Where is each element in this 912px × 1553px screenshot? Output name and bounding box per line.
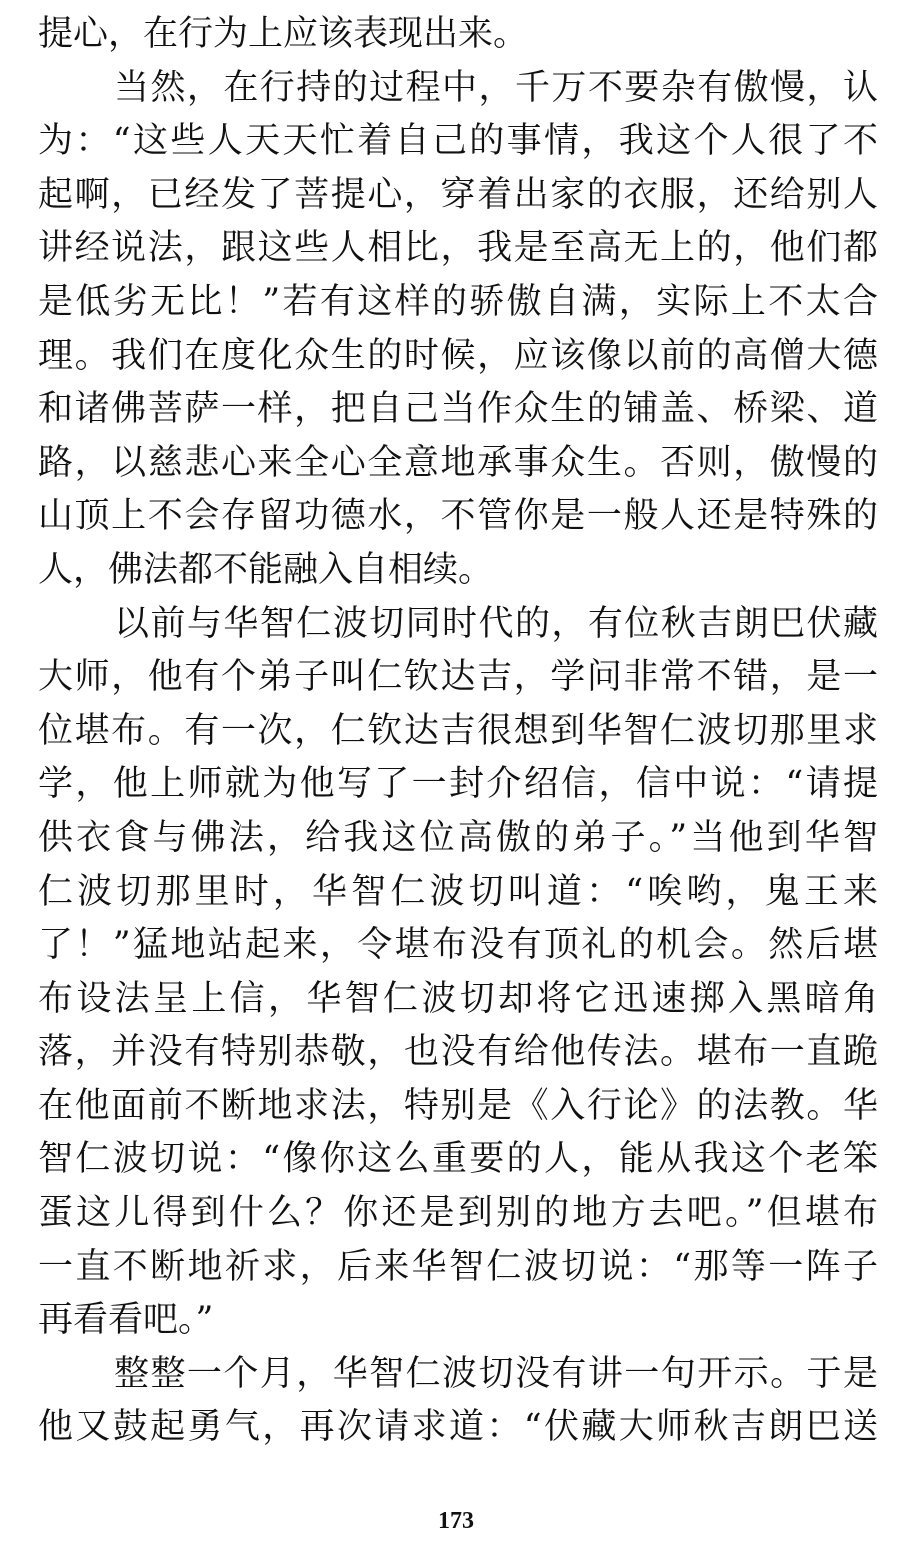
text-line: 他又鼓起勇气，再次请求道：“伏藏大师秋吉朗巴送 <box>38 1407 878 1448</box>
text-line: 仁波切那里时，华智仁波切叫道：“唉哟，鬼王来 <box>38 871 878 912</box>
text-line: 以前与华智仁波切同时代的，有位秋吉朗巴伏藏 <box>114 603 878 644</box>
paragraph <box>38 62 878 598</box>
text-line: 在他面前不断地求法，特别是《入行论》的法教。华 <box>38 1085 878 1126</box>
text-line: 大师，他有个弟子叫仁钦达吉，学问非常不错，是一 <box>38 657 878 698</box>
paragraph <box>38 8 878 62</box>
text-line: 学，他上师就为他写了一封介绍信，信中说：“请提 <box>38 764 878 805</box>
text-line: 一直不断地祈求，后来华智仁波切说：“那等一阵子 <box>38 1246 878 1287</box>
text-line: 当然，在行持的过程中，千万不要杂有傲慢，认 <box>114 67 878 108</box>
text-line: 了！”猛地站起来，令堪布没有顶礼的机会。然后堪 <box>38 925 878 966</box>
paragraph <box>38 1348 878 1455</box>
text-line: 布设法呈上信，华智仁波切却将它迅速掷入黑暗角 <box>38 978 878 1019</box>
text-line: 位堪布。有一次，仁钦达吉很想到华智仁波切那里求 <box>38 710 878 751</box>
text-line: 路，以慈悲心来全心全意地承事众生。否则，傲慢的 <box>38 442 878 483</box>
text-line: 和诸佛菩萨一样，把自己当作众生的铺盖、桥梁、道 <box>38 389 878 430</box>
text-line: 为：“这些人天天忙着自己的事情，我这个人很了不 <box>38 121 878 162</box>
text-line: 人，佛法都不能融入自相续。 <box>38 549 494 590</box>
text-line: 起啊，已经发了菩提心，穿着出家的衣服，还给别人 <box>38 174 878 215</box>
text-line: 落，并没有特别恭敬，也没有给他传法。堪布一直跪 <box>38 1032 878 1073</box>
text-line: 理。我们在度化众生的时候，应该像以前的高僧大德 <box>38 335 878 376</box>
page-number: 173 <box>438 1508 474 1534</box>
text-line: 智仁波切说：“像你这么重要的人，能从我这个老笨 <box>38 1139 878 1180</box>
paragraph <box>38 598 878 1348</box>
text-line: 再看看吧。” <box>38 1300 214 1341</box>
text-line: 提心，在行为上应该表现出来。 <box>38 14 529 54</box>
text-line: 供衣食与佛法，给我这位高傲的弟子。”当他到华智 <box>38 817 878 858</box>
text-line: 整整一个月，华智仁波切没有讲一句开示。于是 <box>114 1353 878 1394</box>
text-line: 讲经说法，跟这些人相比，我是至高无上的，他们都 <box>38 228 878 269</box>
text-line: 是低劣无比！”若有这样的骄傲自满，实际上不太合 <box>38 281 878 322</box>
text-line: 山顶上不会存留功德水，不管你是一般人还是特殊的 <box>38 496 878 537</box>
body-text <box>38 8 878 1455</box>
text-line: 蛋这儿得到什么？你还是到别的地方去吧。”但堪布 <box>38 1193 878 1234</box>
